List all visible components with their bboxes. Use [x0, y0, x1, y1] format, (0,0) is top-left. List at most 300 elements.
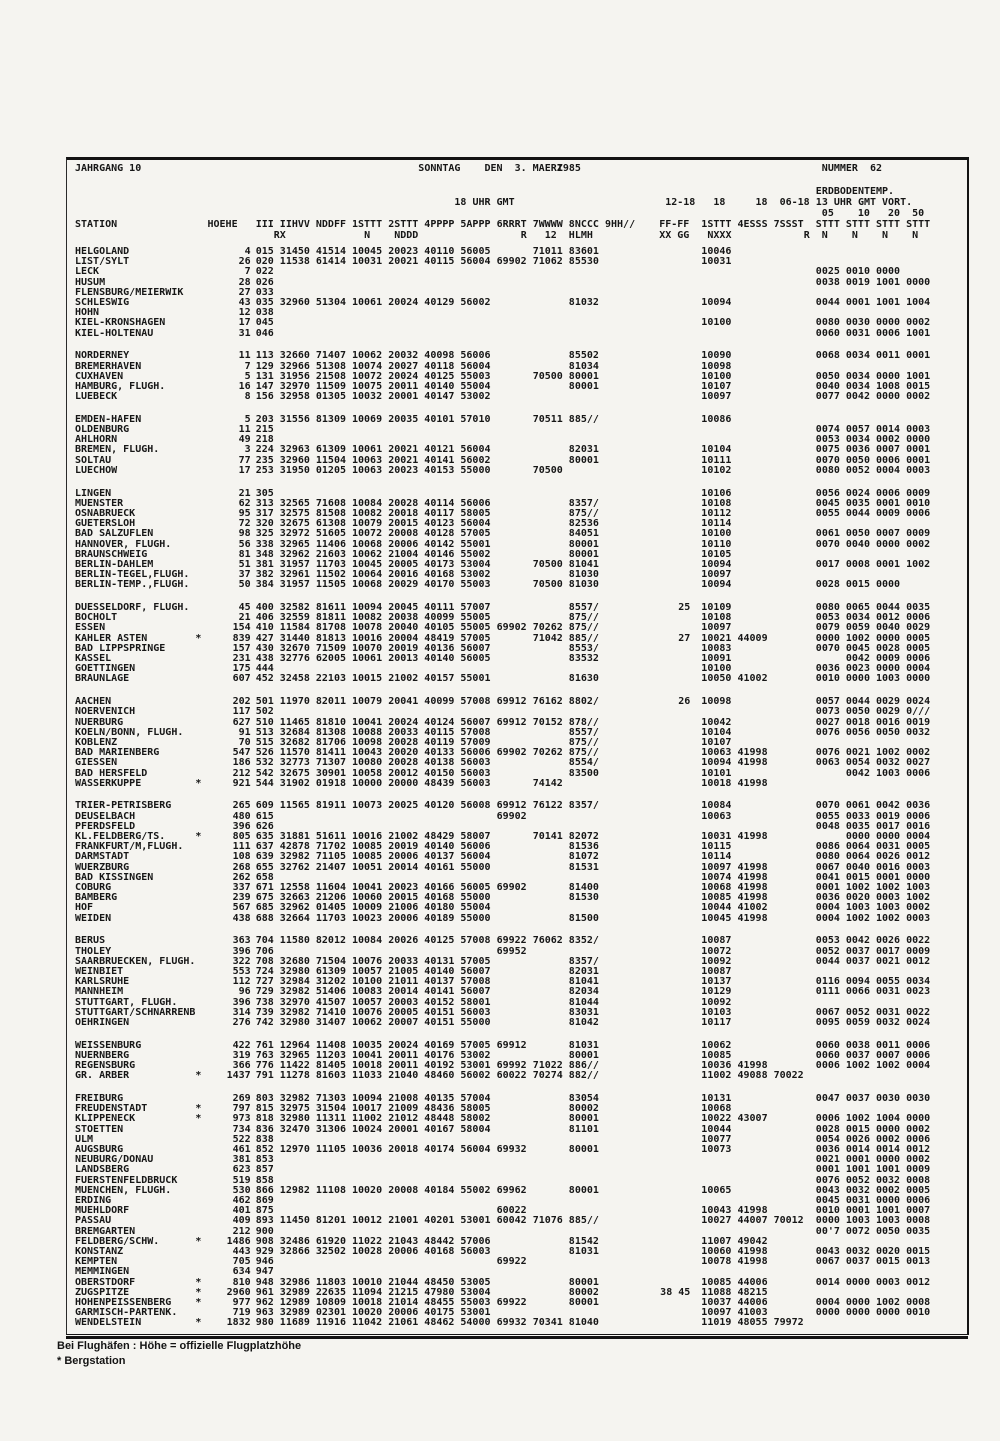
cell-erdbodentemp: 0055: [815, 507, 840, 519]
cell-station-number: 215: [255, 424, 274, 435]
cell-synop-group: 81708: [315, 622, 346, 634]
cell-hoehe: 175: [232, 663, 251, 675]
cell-group-8nccc: 875//: [568, 507, 599, 519]
header-line-2: [0, 197, 1000, 208]
cell-station-number: 510: [255, 716, 274, 728]
cell-hoehe: 839: [232, 632, 251, 644]
cell-1sttt: 10021: [701, 632, 732, 644]
cell-hoehe: 21: [238, 612, 251, 624]
cell-station-name: COBURG: [75, 882, 112, 893]
cell-station-name: KAHLER ASTEN: [75, 632, 148, 644]
cell-station-number: 908: [255, 1235, 274, 1247]
cell-4esss: 41998: [737, 1245, 768, 1257]
cell-synop-group: 20006: [388, 1245, 419, 1257]
cell-hoehe: 49: [238, 434, 251, 446]
cell-synop-group: 55001: [460, 673, 491, 685]
cell-station-name: WUERZBURG: [75, 861, 130, 873]
cell-synop-group: 40129: [424, 297, 455, 308]
cell-synop-group: 01305: [315, 391, 346, 403]
cell-4esss: 48215: [737, 1286, 768, 1298]
cell-synop-group: 40115: [424, 726, 455, 738]
cell-erdbodentemp: 0052: [845, 464, 870, 476]
cell-erdbodentemp: 0007: [876, 1049, 901, 1061]
cell-erdbodentemp: 0031: [845, 1194, 870, 1206]
cell-synop-group: 10062: [352, 350, 383, 362]
cell-station-number: 815: [255, 1103, 274, 1115]
cell-synop-group: 31306: [315, 1123, 346, 1135]
cell-synop-group: 48448: [424, 1113, 455, 1125]
cell-group-8nccc: 80002: [568, 1103, 599, 1115]
cell-hoehe: 239: [232, 892, 251, 904]
cell-synop-group: 10028: [352, 1245, 383, 1257]
header-label: JAHRGANG 10: [75, 163, 142, 174]
cell-synop-group: 55004: [460, 902, 491, 914]
cell-erdbodentemp: 0053: [815, 434, 840, 446]
cell-synop-group: 56003: [460, 757, 491, 769]
cell-station-name: BERLIN-DAHLEM: [75, 558, 154, 570]
cell-station-name: FELDBERG/SCHW.: [75, 1235, 160, 1247]
cell-station-number: 026: [255, 276, 274, 288]
cell-erdbodentemp: 0000: [845, 1307, 870, 1319]
cell-erdbodentemp: 0030: [845, 317, 870, 329]
cell-synop-group: 11203: [315, 1049, 346, 1061]
cell-station-number: 948: [255, 1276, 274, 1288]
cell-synop-group: 40101: [424, 413, 455, 425]
cell-1sttt: 10114: [701, 518, 732, 530]
cell-1sttt: 10085: [701, 1276, 732, 1288]
cell-erdbodentemp: 0000: [845, 673, 870, 685]
cell-synop-group: 20001: [388, 1123, 419, 1135]
cell-erdbodentemp: 0006: [815, 1060, 840, 1071]
cell-1sttt: 10094: [701, 297, 732, 308]
cell-hoehe: 17: [238, 317, 251, 329]
header-label: 4ESSS: [737, 219, 768, 230]
cell-erdbodentemp: 0009: [876, 507, 901, 519]
cell-erdbodentemp: 0035: [845, 820, 870, 832]
cell-erdbodentemp: 0067: [815, 1256, 840, 1268]
header-line-0: [0, 163, 1000, 174]
cell-synop-group: 11538: [279, 256, 310, 268]
cell-synop-group: 32961: [279, 569, 310, 581]
cell-station-name: BREMGARTEN: [75, 1225, 136, 1237]
cell-erdbodentemp: 0016: [876, 716, 901, 728]
cell-erdbodentemp: 0009: [906, 1164, 931, 1176]
cell-synop-group: 40169: [424, 1039, 455, 1051]
cell-hoehe: 72: [238, 518, 251, 530]
cell-group-7wwww: 76062: [532, 935, 563, 947]
cell-erdbodentemp: 0037: [845, 945, 870, 957]
cell-erdbodentemp: 0044: [845, 696, 870, 708]
cell-erdbodentemp: 0043: [815, 1184, 840, 1196]
cell-erdbodentemp: 1001: [876, 1164, 901, 1176]
cell-synop-group: 11408: [315, 1039, 346, 1051]
cell-erdbodentemp: 1001: [876, 1205, 901, 1217]
cell-erdbodentemp: 0057: [815, 696, 840, 708]
cell-synop-group: 51605: [315, 528, 346, 540]
cell-station-number: 113: [255, 350, 274, 362]
cell-hoehe: 734: [232, 1123, 251, 1135]
cell-synop-group: 20006: [388, 1307, 419, 1319]
header-label: R: [803, 230, 810, 241]
cell-bergstation-marker: *: [195, 1276, 202, 1288]
cell-synop-group: 20014: [388, 986, 419, 998]
cell-group-8nccc: 875//: [568, 612, 599, 624]
cell-group-6rrrt: 69912: [496, 716, 527, 728]
cell-station-name: GUETERSLOH: [75, 518, 136, 530]
header-label: N: [912, 230, 919, 241]
cell-synop-group: 40140: [424, 965, 455, 977]
cell-group-8nccc: 81531: [568, 861, 599, 873]
cell-erdbodentemp: 00'7: [815, 1225, 840, 1237]
cell-synop-group: 10072: [352, 370, 383, 382]
cell-synop-group: 12970: [279, 1143, 310, 1155]
cell-group-7wwww: 70152: [532, 716, 563, 728]
footer-note-bergstation: * Bergstation: [57, 1355, 126, 1367]
cell-station-name: LECK: [75, 266, 100, 278]
cell-hoehe: 16: [238, 380, 251, 392]
cell-synop-group: 20040: [388, 622, 419, 634]
cell-hoehe: 381: [232, 1154, 251, 1166]
cell-synop-group: 57005: [460, 528, 491, 540]
cell-synop-group: 57004: [460, 1092, 491, 1104]
cell-synop-group: 21001: [388, 1215, 419, 1227]
cell-erdbodentemp: 0001: [906, 454, 931, 466]
cell-erdbodentemp: 0045: [845, 642, 870, 654]
cell-synop-group: 20008: [388, 528, 419, 540]
header-label: NUMMER 62: [821, 163, 883, 174]
cell-erdbodentemp: 0057: [845, 424, 870, 435]
cell-erdbodentemp: 0034: [845, 380, 870, 392]
cell-station-name: OEHRINGEN: [75, 1016, 130, 1028]
cell-erdbodentemp: 1002: [876, 747, 901, 759]
cell-erdbodentemp: 0047: [815, 1092, 840, 1104]
cell-synop-group: 40150: [424, 767, 455, 779]
cell-erdbodentemp: 0001: [876, 497, 901, 509]
cell-station-number: 658: [255, 871, 274, 883]
cell-erdbodentemp: 0034: [845, 370, 870, 382]
cell-synop-group: 20032: [388, 350, 419, 362]
cell-synop-group: 32565: [279, 497, 310, 509]
table-row: [0, 1317, 1000, 1328]
cell-group-6rrrt: 69902: [496, 256, 527, 268]
cell-synop-group: 53002: [460, 391, 491, 403]
cell-erdbodentemp: 1003: [876, 673, 901, 685]
cell-erdbodentemp: 0001: [906, 444, 931, 456]
cell-erdbodentemp: 0042: [845, 653, 870, 664]
cell-1sttt: 10073: [701, 1143, 732, 1155]
cell-erdbodentemp: 0001: [876, 558, 901, 570]
cell-erdbodentemp: 0079: [815, 622, 840, 634]
cell-erdbodentemp: 1003: [845, 902, 870, 914]
cell-erdbodentemp: 0030: [906, 1092, 931, 1104]
cell-station-name: BOCHOLT: [75, 612, 118, 624]
cell-synop-group: 40135: [424, 1092, 455, 1104]
cell-station-name: ZUGSPITZE: [75, 1286, 130, 1298]
cell-synop-group: 20008: [388, 1184, 419, 1196]
cell-station-number: 325: [255, 528, 274, 540]
cell-group-8nccc: 885//: [568, 413, 599, 425]
cell-erdbodentemp: 1002: [876, 882, 901, 893]
cell-4esss: 41998: [737, 747, 768, 759]
cell-synop-group: 01405: [315, 902, 346, 914]
cell-synop-group: 11504: [315, 454, 346, 466]
header-label: N: [364, 230, 371, 241]
cell-1sttt: 10063: [701, 810, 732, 822]
cell-group-7wwww: 76162: [532, 696, 563, 708]
cell-synop-group: 11584: [279, 622, 310, 634]
cell-station-name: HUSUM: [75, 276, 106, 288]
cell-erdbodentemp: 0034: [906, 976, 931, 988]
cell-erdbodentemp: 0080: [815, 602, 840, 613]
cell-synop-group: 10076: [352, 955, 383, 967]
cell-erdbodentemp: 0067: [815, 861, 840, 873]
cell-4esss: 49042: [737, 1235, 768, 1247]
cell-hoehe: 91: [238, 726, 251, 738]
cell-erdbodentemp: 0027: [815, 716, 840, 728]
cell-erdbodentemp: 1001: [906, 370, 931, 382]
cell-synop-group: 51406: [315, 986, 346, 998]
cell-erdbodentemp: 0052: [845, 1174, 870, 1186]
header-label: 4PPPP: [424, 219, 455, 230]
cell-hoehe: 50: [238, 579, 251, 591]
cell-synop-group: 30901: [315, 767, 346, 779]
cell-erdbodentemp: 0001: [845, 297, 870, 308]
cell-group-8nccc: 80001: [568, 454, 599, 466]
cell-erdbodentemp: 0111: [815, 986, 840, 998]
cell-1sttt: 10102: [701, 464, 732, 476]
cell-erdbodentemp: 0003: [876, 892, 901, 904]
cell-1sttt: 10037: [701, 1296, 732, 1308]
cell-synop-group: 56004: [460, 851, 491, 863]
cell-synop-group: 53004: [460, 558, 491, 570]
cell-synop-group: 11580: [279, 935, 310, 947]
cell-group-8nccc: 83532: [568, 653, 599, 664]
cell-erdbodentemp: 0006: [906, 507, 931, 519]
cell-synop-group: 40098: [424, 350, 455, 362]
cell-station-name: WENDELSTEIN: [75, 1317, 142, 1329]
cell-group-8nccc: 878//: [568, 716, 599, 728]
cell-hoehe: 443: [232, 1245, 251, 1257]
cell-synop-group: 55003: [460, 370, 491, 382]
cell-station-number: 869: [255, 1194, 274, 1206]
cell-group-8nccc: 84051: [568, 528, 599, 540]
cell-hoehe: 95: [238, 507, 251, 519]
cell-synop-group: 32675: [279, 518, 310, 530]
cell-synop-group: 10058: [352, 767, 383, 779]
cell-synop-group: 56003: [460, 767, 491, 779]
cell-group-8nccc: 8357/: [568, 800, 599, 812]
cell-station-number: 980: [255, 1317, 274, 1329]
cell-hoehe: 438: [232, 912, 251, 924]
cell-synop-group: 61308: [315, 518, 346, 530]
cell-1sttt: 10137: [701, 976, 732, 988]
cell-station-number: 038: [255, 307, 274, 319]
cell-station-name: BERUS: [75, 935, 106, 947]
cell-synop-group: 55000: [460, 892, 491, 904]
cell-synop-group: 21006: [388, 902, 419, 914]
cell-erdbodentemp: 0036: [815, 1143, 840, 1155]
cell-synop-group: 56007: [460, 986, 491, 998]
header-label: 18: [713, 197, 726, 208]
cell-erdbodentemp: 0042: [845, 391, 870, 403]
cell-synop-group: 40176: [424, 1049, 455, 1061]
cell-1sttt: 10094: [701, 558, 732, 570]
cell-1sttt: 10044: [701, 902, 732, 914]
cell-synop-group: 81411: [315, 747, 346, 759]
cell-hoehe: 117: [232, 706, 251, 718]
cell-erdbodentemp: 0000: [845, 831, 870, 842]
cell-erdbodentemp: 0005: [906, 1184, 931, 1196]
cell-erdbodentemp: 0031: [876, 841, 901, 853]
cell-synop-group: 31407: [315, 1016, 346, 1028]
cell-station-number: 501: [255, 696, 274, 708]
cell-erdbodentemp: 0026: [845, 1133, 870, 1145]
cell-erdbodentemp: 0002: [876, 1133, 901, 1145]
cell-synop-group: 32470: [279, 1123, 310, 1135]
header-label: 9HH//: [605, 219, 636, 230]
cell-group-8nccc: 8352/: [568, 935, 599, 947]
header-label: FF-FF: [659, 219, 690, 230]
cell-synop-group: 32982: [279, 1092, 310, 1104]
cell-synop-group: 40099: [424, 696, 455, 708]
cell-erdbodentemp: 0011: [876, 1039, 901, 1051]
header-label: 20: [888, 208, 901, 219]
cell-synop-group: 53002: [460, 1049, 491, 1061]
cell-synop-group: 02301: [315, 1307, 346, 1319]
cell-erdbodentemp: 0012: [906, 851, 931, 863]
cell-group-8nccc: 886//: [568, 1060, 599, 1071]
cell-synop-group: 10084: [352, 935, 383, 947]
cell-synop-group: 21206: [315, 892, 346, 904]
cell-group-8nccc: 80001: [568, 380, 599, 392]
cell-station-number: 410: [255, 622, 274, 634]
cell-station-number: 218: [255, 434, 274, 446]
header-label: 13 UHR GMT VORT.: [815, 197, 913, 208]
cell-hoehe: 269: [232, 1092, 251, 1104]
header-label: 06-18: [779, 197, 810, 208]
cell-erdbodentemp: 0010: [815, 1205, 840, 1217]
cell-group-8nccc: 81530: [568, 892, 599, 904]
cell-erdbodentemp: 0061: [815, 528, 840, 540]
cell-synop-group: 40174: [424, 1143, 455, 1155]
cell-erdbodentemp: 0001: [815, 882, 840, 893]
cell-group-6rrrt: 69912: [496, 1039, 527, 1051]
cell-station-name: HOHENPEISSENBERG: [75, 1296, 172, 1308]
cell-erdbodentemp: 0116: [815, 976, 840, 988]
cell-erdbodentemp: 0002: [906, 391, 931, 403]
cell-synop-group: 20011: [388, 1060, 419, 1071]
cell-station-name: FREIBURG: [75, 1092, 124, 1104]
cell-station-number: 626: [255, 820, 274, 832]
cell-group-7wwww: 70141: [532, 831, 563, 842]
cell-4esss: 44006: [737, 1296, 768, 1308]
header-label: SONNTAG: [418, 163, 461, 174]
cell-erdbodentemp: 0000: [876, 663, 901, 675]
cell-erdbodentemp: 1001: [906, 327, 931, 339]
cell-station-name: KL.FELDBERG/TS.: [75, 831, 166, 842]
cell-hoehe: 26: [238, 256, 251, 268]
cell-1sttt: 10097: [701, 861, 732, 873]
cell-group-8nccc: 81041: [568, 558, 599, 570]
cell-synop-group: 48455: [424, 1296, 455, 1308]
cell-station-name: STUTTGART, FLUGH.: [75, 996, 178, 1008]
cell-synop-group: 10057: [352, 996, 383, 1008]
cell-synop-group: 53001: [460, 1215, 491, 1227]
cell-station-number: 338: [255, 538, 274, 550]
cell-synop-group: 11803: [315, 1276, 346, 1288]
cell-synop-group: 40131: [424, 955, 455, 967]
cell-synop-group: 31504: [315, 1103, 346, 1115]
cell-erdbodentemp: 0006: [906, 653, 931, 664]
cell-1sttt: 10044: [701, 1123, 732, 1135]
cell-synop-group: 20000: [388, 777, 419, 789]
cell-station-number: 427: [255, 632, 274, 644]
cell-erdbodentemp: 0044: [845, 507, 870, 519]
cell-erdbodentemp: 0006: [906, 1049, 931, 1061]
cell-1sttt: 10062: [701, 1039, 732, 1051]
cell-station-name: THOLEY: [75, 945, 112, 957]
cell-station-number: 046: [255, 327, 274, 339]
cell-synop-group: 53001: [460, 1060, 491, 1071]
cell-station-number: 020: [255, 256, 274, 268]
cell-synop-group: 57008: [460, 726, 491, 738]
cell-synop-group: 40111: [424, 602, 455, 613]
cell-group-8nccc: 882//: [568, 1070, 599, 1082]
cell-4esss: 41998: [737, 882, 768, 893]
cell-erdbodentemp: 1002: [906, 558, 931, 570]
cell-erdbodentemp: 0019: [906, 716, 931, 728]
header-label: N: [851, 230, 858, 241]
cell-erdbodentemp: 0048: [815, 820, 840, 832]
cell-hoehe: 112: [232, 976, 251, 988]
cell-group-8nccc: 81030: [568, 569, 599, 581]
header-label: IIHVV: [279, 219, 310, 230]
cell-synop-group: 56004: [460, 360, 491, 372]
cell-erdbodentemp: 0044: [876, 602, 901, 613]
cell-1sttt: 10083: [701, 642, 732, 654]
cell-erdbodentemp: 0001: [845, 1154, 870, 1166]
cell-hoehe: 276: [232, 1016, 251, 1028]
cell-4esss: 44007: [737, 1215, 768, 1227]
cell-synop-group: 31956: [279, 370, 310, 382]
cell-erdbodentemp: 0065: [845, 602, 870, 613]
cell-synop-group: 11002: [352, 1113, 383, 1125]
cell-synop-group: 56005: [460, 246, 491, 257]
cell-group-8nccc: 885//: [568, 1215, 599, 1227]
cell-synop-group: 81813: [315, 632, 346, 644]
header-label: 1STTT: [701, 219, 732, 230]
cell-hoehe: 77: [238, 454, 251, 466]
cell-synop-group: 20016: [388, 569, 419, 581]
cell-synop-group: 10072: [352, 528, 383, 540]
cell-synop-group: 20026: [388, 935, 419, 947]
cell-group-8nccc: 83500: [568, 767, 599, 779]
cell-group-8nccc: 80001: [568, 1049, 599, 1061]
cell-synop-group: 21011: [388, 976, 419, 988]
cell-synop-group: 32680: [279, 955, 310, 967]
cell-synop-group: 20006: [388, 912, 419, 924]
cell-synop-group: 10051: [352, 861, 383, 873]
cell-synop-group: 55002: [460, 1184, 491, 1196]
cell-station-number: 704: [255, 935, 274, 947]
cell-group-8nccc: 8357/: [568, 497, 599, 509]
cell-1sttt: 10104: [701, 726, 732, 738]
cell-station-name: KIEL-HOLTENAU: [75, 327, 154, 339]
cell-erdbodentemp: 0056: [845, 726, 870, 738]
cell-station-number: 502: [255, 706, 274, 718]
cell-station-name: REGENSBURG: [75, 1060, 136, 1071]
cell-station-name: AACHEN: [75, 696, 112, 708]
